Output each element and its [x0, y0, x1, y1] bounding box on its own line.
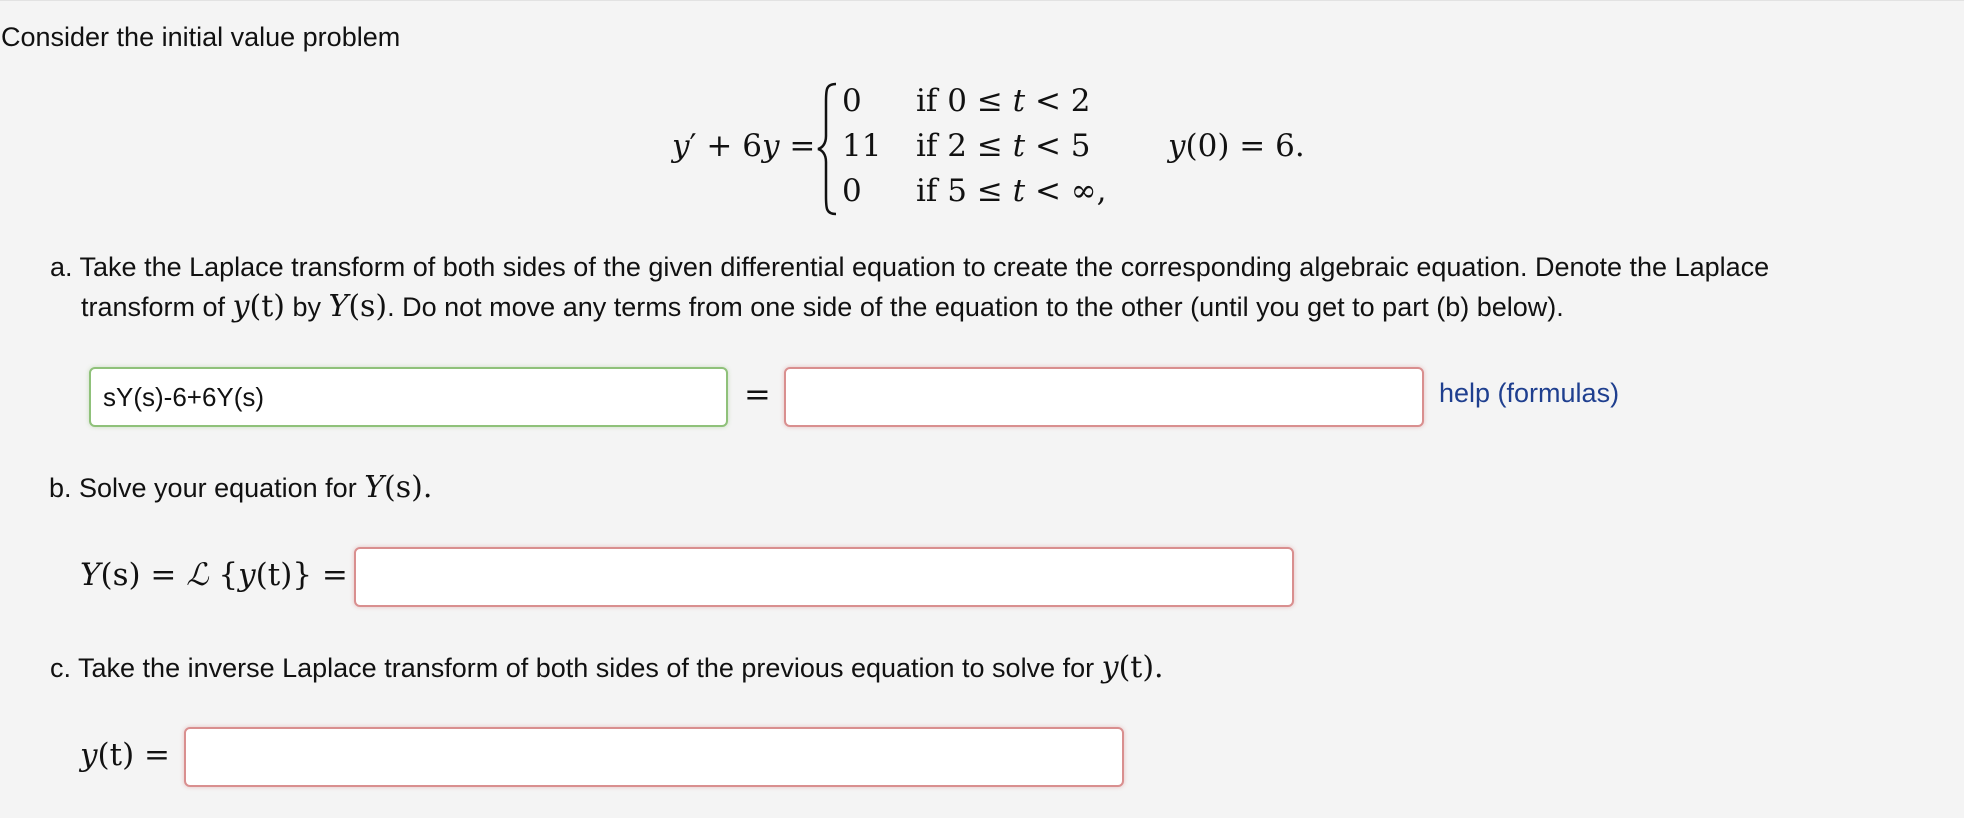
- part-a-text-line1: a. Take the Laplace transform of both sides of the given differential equation to create the corresponding algebraic equation. Denote the Laplace: [50, 252, 1770, 282]
- y-of-t-input[interactable]: [184, 727, 1124, 787]
- ode-y2: y: [761, 128, 780, 164]
- problem-intro: Consider the initial value problem: [1, 22, 401, 52]
- case-condition-1: if 0 ≤ t < 2: [916, 83, 1091, 119]
- top-divider: [0, 0, 1964, 1]
- case-value-3: 0: [842, 173, 862, 209]
- case-value-2: 11: [842, 128, 882, 164]
- ode-plus-six: + 6: [696, 128, 762, 164]
- case-value-1: 0: [842, 83, 862, 119]
- part-c-prompt: c. Take the inverse Laplace transform of both sides of the previous equation to solve for y(t).: [50, 650, 1164, 685]
- part-b-prompt: b. Solve your equation for Y(s).: [49, 470, 433, 505]
- laplace-rhs-input[interactable]: [784, 367, 1424, 427]
- part-a-text-line2: transform of y(t) by Y(s). Do not move any terms from one side of the equation to the other (until you get to part (b) below).: [81, 289, 1564, 324]
- help-formulas-link[interactable]: help (formulas): [1439, 378, 1620, 408]
- initial-condition: y(0) = 6.: [1168, 128, 1305, 164]
- case-condition-3: if 5 ≤ t < ∞,: [916, 173, 1107, 209]
- ode-lhs: [672, 128, 815, 164]
- laplace-lhs-input[interactable]: sY(s)-6+6Y(s): [89, 367, 728, 427]
- case-condition-2: if 2 ≤ t < 5: [916, 128, 1091, 164]
- ode-prime: ′: [689, 128, 697, 164]
- part-b-label: Y(s) = ℒ {y(t)} =: [80, 557, 348, 593]
- part-c-label: y(t) =: [80, 737, 170, 773]
- cases-brace: [816, 82, 838, 216]
- ode-y: y: [672, 128, 690, 164]
- ode-equals: =: [779, 128, 816, 164]
- Y-of-s-input[interactable]: [354, 547, 1294, 607]
- equals-sign: =: [744, 375, 771, 413]
